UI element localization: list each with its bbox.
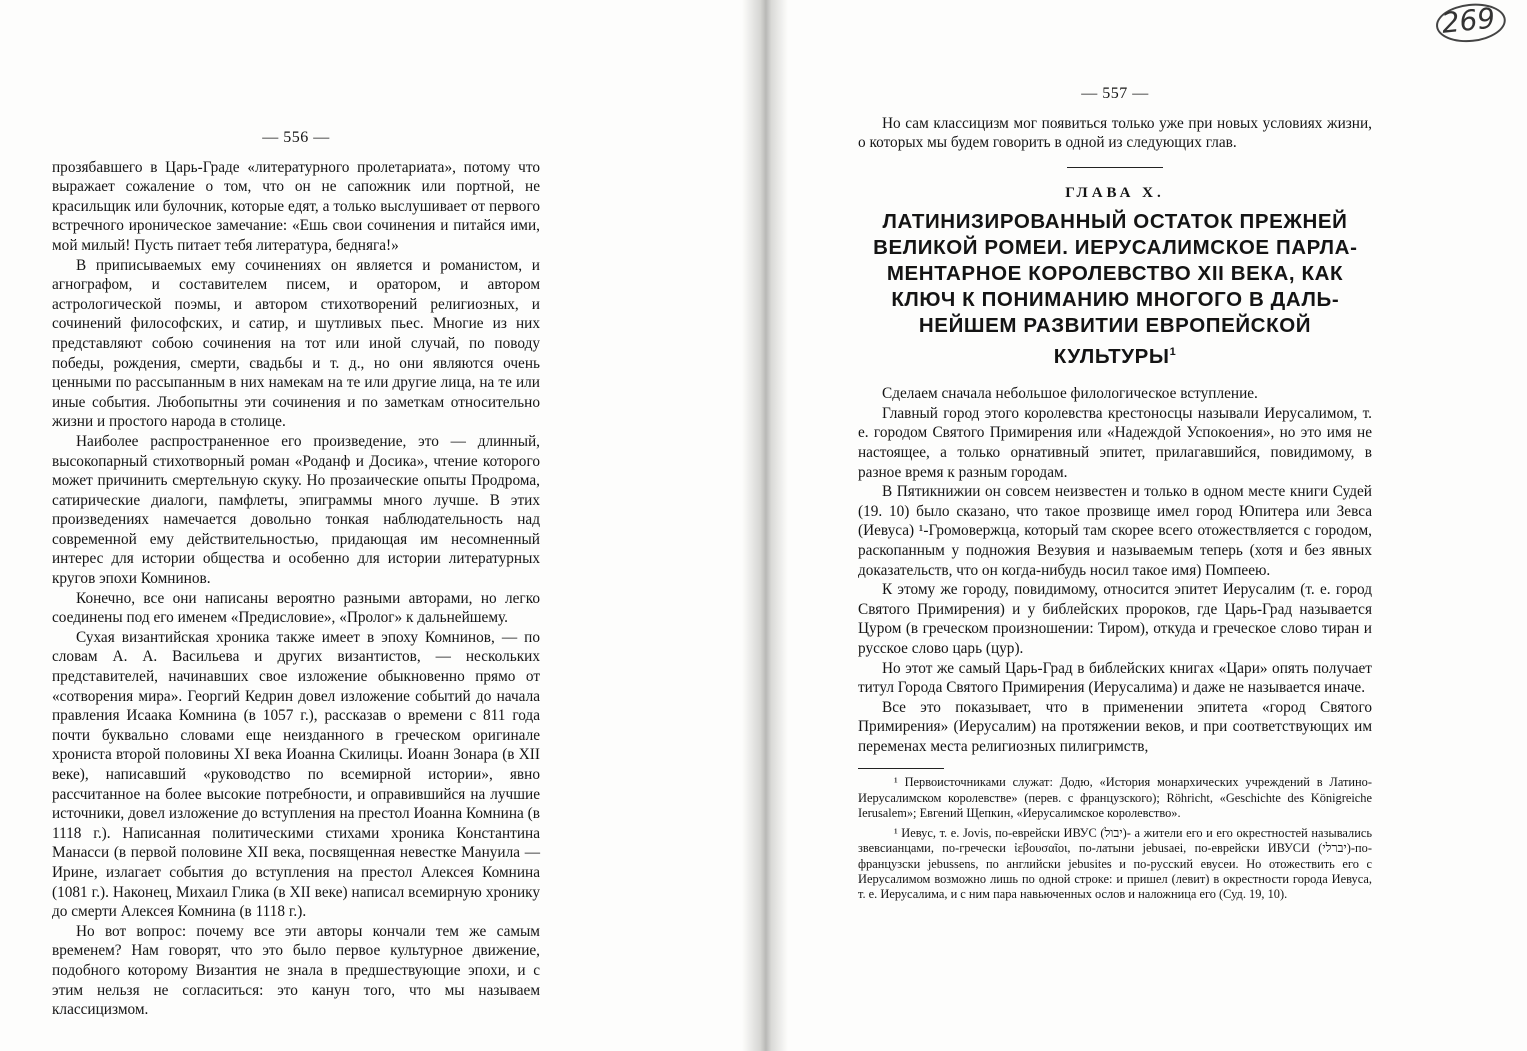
left-paragraph-5: Сухая византийская хроника также имеет в эпоху Комнинов, — по словам А. А. Васильева и других византистов, — нескольких представителей, начинавших свое изложение обыкновенно прямо от «сотворения мира». Георгий Кедрин довел изложение событий до начала правления Исаака Комнина (в 1057 г.), рассказав о времени с 811 года почти буквально словами еще неизданного в греческом оригинале хрониста второй половины XI века Иоанна Скилицы. Иоанн Зонара (в XII веке), написавший «руководство по всемирной истории», явно рассчитанное на более высокие потребности, и оправившийся на лучшие источники, довел изложение до вступления на престол Иоанна Комнина (в 1118 г.). Написанная политическими стихами хроника Константина Манасси (в первой половине XII века, посвященная невестке Мануила — Ирине, излагает события до вступления на престол Алексея Комнина (1081 г.). Наконец, Михаил Глика (в XII веке) написал всемирную хронику до смерти Алексея Комнина (в 1118 г.). (52, 628, 540, 921)
right-page (858, 84, 1372, 907)
left-paragraph-2: В приписываемых ему сочинениях он является и романистом, и агнографом, и составителем писем, и оратором, и автором астрологической поэмы, и автором стихотворений религиозных, и сочинений философских, и сатир, и шутливых пьес. Многие из них представляют собою сочинения на тот или иной случай, по поводу победы, рождения, смерти, свадьбы и т. д., но они являются очень ценными по рассыпанным в них намекам на те или другие лица, на те или иные события. Любопытны эти сочинения и по заметкам относительно жизни и простого народа в столице. (52, 256, 540, 431)
chapter-label: ГЛАВА X. (1065, 184, 1165, 201)
chapter-title (858, 209, 1372, 370)
chapter-title-text: ЛАТИНИЗИРОВАННЫЙ ОСТАТОК ПРЕЖНЕЙ ВЕЛИКОЙ РОМЕИ. ИЕРУСАЛИМСКОЕ ПАРЛАМЕНТАРНОЕ КОРОЛЕВСТВО XII ВЕКА, КАК КЛЮЧ К ПОНИМАНИЮ МНОГОГО В ДАЛЬНЕЙШЕМ РАЗВИТИИ ЕВРОПЕЙСКОЙ КУЛЬТУРЫ (873, 210, 1357, 369)
right-paragraph-2: Главный город этого королевства крестоносцы называли Иерусалимом, т. е. городом Святого Примирения или «Надеждой Успокоения», но это имя не настоящее, а только орнативный эпитет, прилагавшийся, повидимому, в разное время к разным городам. (858, 404, 1372, 481)
right-paragraph-4: К этому же городу, повидимому, относится эпитет Иерусалим (т. е. город Святого Примирения) и у библейских пророков, где Царь-Град называется Цуром (в греческом произношении: Тиром), откуда и греческое слово тиран и русское слово царь (цур). (858, 581, 1372, 657)
left-paragraph-3: Наиболее распространенное его произведение, это — длинный, высокопарный стихотворный роман «Роданф и Досика», чтение которого может причинить смертельную скуку. Но прозаические опыты Продрома, сатирические диалоги, памфлеты, эпиграммы много лучше. В этих произведениях намечается довольно тонкая наблюдательность над современной ему действительностью, придающая им несомненный интерес для истории общества и особенно для истории литературных кругов эпохи Комнинов. (52, 432, 540, 588)
right-paragraph-5: Но этот же самый Царь-Град в библейских книгах «Цари» опять получает титул Города Святого Примирения (Иерусалима) и даже не называется иначе. (858, 659, 1372, 697)
stamp-number: 269 (1440, 1, 1497, 40)
left-page (52, 128, 540, 1020)
book-gutter (742, 0, 788, 1051)
right-paragraph-1: Сделаем сначала небольшое филологическое вступление. (882, 385, 1258, 403)
left-page-number: — 556 — (262, 129, 330, 146)
chapter-title-footnote-mark: 1 (1169, 346, 1177, 359)
footnote-2: ¹ Иевус, т. е. Jovis, по-еврейски ИВУС (יבול)- а жители его и его окрестностей назывались звевсианцами, по-гречески ἰεβουσαῖοι, по-латыни jebusaei, по-еврейски ИВУСИ (יברלי)-по-французски jebussens, по английски jebusites и по-русский евусеи. Но отожествить его с Иерусалимом возможно лишь по одной строке: и пришел (левит) в окрестности города Иевуса, т. е. Иерусалима, и с ним пара навьюченных ослов и наложница его (Суд. 19, 10). (858, 825, 1372, 902)
right-paragraph-3: В Пятикнижии он совсем неизвестен и только в одном месте книги Судей (19. 10) было сказано, что такое прозвище имел город Юпитера или Зевса (Иевуса) ¹-Громовержца, который там скорее всего отожествляется с городом, раскопанным у подножия Везувия и называемым теперь (хотя и без явных доказательств, что он когда-нибудь носил такое имя) Помпеею. (858, 483, 1372, 579)
footnote-divider (858, 768, 944, 769)
archive-stamp (1426, 0, 1514, 50)
left-paragraph-1: прозябавшего в Царь-Граде «литературного пролетариата», потому что выражает сожаление о том, что он не сапожник или портной, не красильщик или булочник, которые едят, а только выслушивает от первого встречного ироническое замечание: «Ешь свои сочинения и питайся ими, мой милый! Пусть питает тебя литература, бедняга!» (52, 158, 540, 254)
left-paragraph-4: Конечно, все они написаны вероятно разными авторами, но легко соединены под его именем «Предисловие», «Пролог» к дальнейшему. (52, 589, 540, 627)
left-paragraph-6: Но вот вопрос: почему все эти авторы кончали тем же самым временем? Нам говорят, что это было первое культурное движение, подобного которому Византия не знала в предшествующие эпохи, и с этим нельзя не согласиться: это канун того, что мы называем классицизмом. (52, 922, 540, 1019)
right-page-number: — 557 — (1081, 85, 1149, 102)
right-intro-paragraph: Но сам классицизм мог появиться только уже при новых условиях жизни, о которых мы будем говорить в одной из следующих глав. (858, 114, 1372, 152)
footnotes (858, 775, 1372, 902)
footnote-1: ¹ Первоисточниками служат: Додю, «История монархических учреждений в Латино-Иерусалимском королевстве» (перев. с французского); Röhricht, «Geschichte des Königreiche Ierusalem»; Евгений Щепкин, «Иерусалимское королевство». (858, 775, 1372, 821)
right-paragraph-6: Все это показывает, что в применении эпитета «город Святого Примирения» (Иерусалим) на протяжении веков, и при соответствующих им переменах места религиозных пилигримств, (858, 698, 1372, 755)
section-divider (1067, 167, 1163, 168)
